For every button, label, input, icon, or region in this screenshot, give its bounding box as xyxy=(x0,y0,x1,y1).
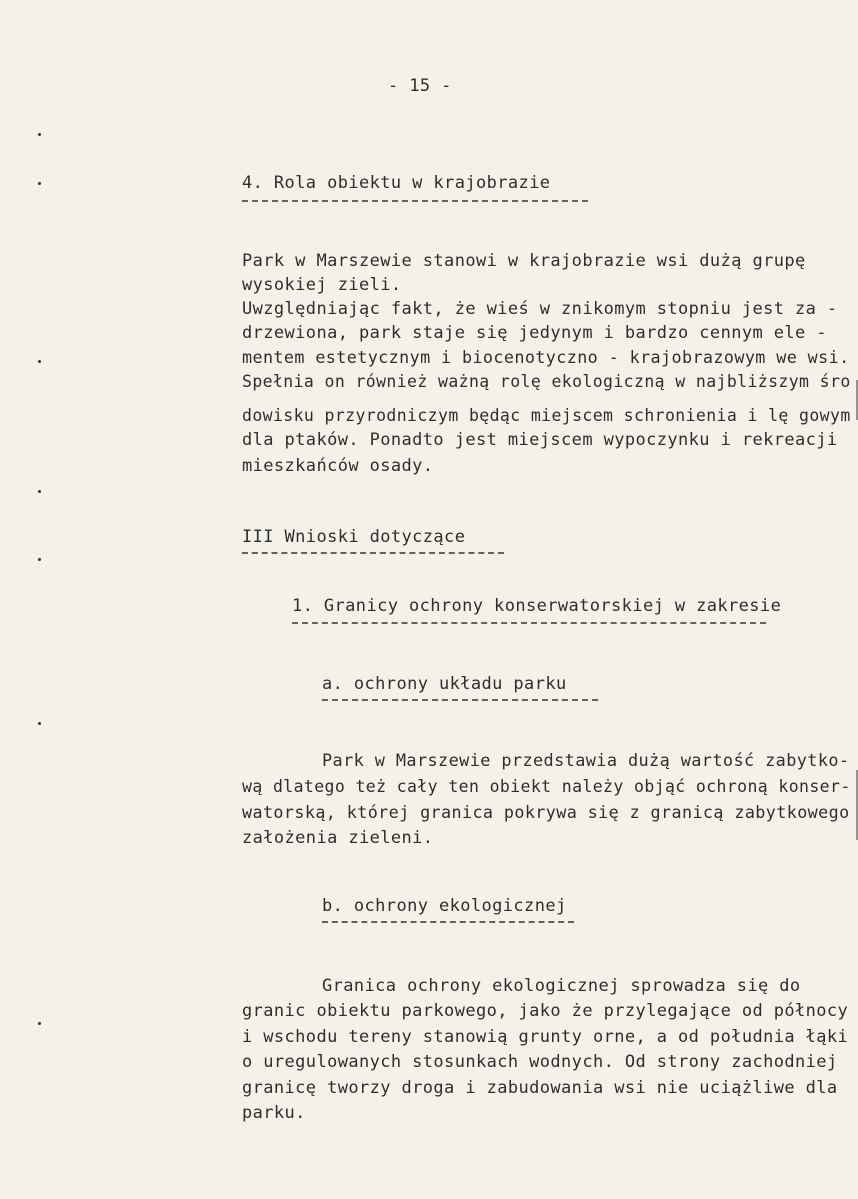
paragraph-line: watorską, której granica pokrywa się z granicą zabytkowego xyxy=(242,803,850,823)
paragraph-line: granicę tworzy droga i zabudowania wsi nie uciążliwe dla xyxy=(242,1078,838,1098)
paragraph-line: Spełnia on również ważną rolę ekologiczną w najbliższym śro xyxy=(242,372,851,392)
heading-underline xyxy=(322,921,574,923)
paragraph-line: Park w Marszewie przedstawia dużą wartość zabytko- xyxy=(322,751,850,771)
heading-underline xyxy=(242,552,504,554)
margin-dot xyxy=(38,360,41,363)
subsection-heading: 1. Granicy ochrony konserwatorskiej w zakresie xyxy=(292,596,782,616)
subsection-heading: a. ochrony układu parku xyxy=(322,674,567,694)
margin-dot xyxy=(38,133,41,136)
paragraph-line: wysokiej zieli. xyxy=(242,275,402,295)
paragraph-line: Granica ochrony ekologicznej sprowadza się do xyxy=(322,976,801,996)
margin-dot xyxy=(38,1022,41,1025)
section-heading: III Wnioski dotyczące xyxy=(242,527,466,547)
paragraph-line: założenia zieleni. xyxy=(242,828,434,848)
paragraph-line: o uregulowanych stosunkach wodnych. Od strony zachodniej xyxy=(242,1052,838,1072)
margin-dot xyxy=(38,722,41,725)
paragraph-line: drzewiona, park staje się jedynym i bardzo cennym ele - xyxy=(242,323,827,343)
paragraph-line: dowisku przyrodniczym będąc miejscem schronienia i lę gowym xyxy=(242,406,851,426)
margin-dot xyxy=(38,182,41,185)
paragraph-line: Uwzględniając fakt, że wieś w znikomym stopniu jest za - xyxy=(242,299,838,319)
paragraph-line: granic obiektu parkowego, jako że przylegające od północy xyxy=(242,1001,849,1021)
heading-underline xyxy=(292,622,766,624)
paragraph-line: Park w Marszewie stanowi w krajobrazie wsi dużą grupę xyxy=(242,251,806,271)
margin-dot xyxy=(38,490,41,493)
subsection-heading: b. ochrony ekologicznej xyxy=(322,896,567,916)
paragraph-line: mentem estetycznym i biocenotyczno - krajobrazowym we wsi. xyxy=(242,348,850,368)
paragraph-line: dla ptaków. Ponadto jest miejscem wypoczynku i rekreacji xyxy=(242,430,838,450)
heading-underline xyxy=(322,699,598,701)
paragraph-line: i wschodu tereny stanowią grunty orne, a od południa łąki xyxy=(242,1027,849,1047)
margin-dot xyxy=(38,558,41,561)
paragraph-line: wą dlatego też cały ten obiekt należy objąć ochroną konser- xyxy=(242,777,851,797)
page-number: - 15 - xyxy=(388,76,452,96)
paragraph-line: mieszkańców osady. xyxy=(242,456,434,476)
paragraph-line: parku. xyxy=(242,1103,306,1123)
section-heading: 4. Rola obiektu w krajobrazie xyxy=(242,173,551,193)
heading-underline xyxy=(242,200,588,202)
